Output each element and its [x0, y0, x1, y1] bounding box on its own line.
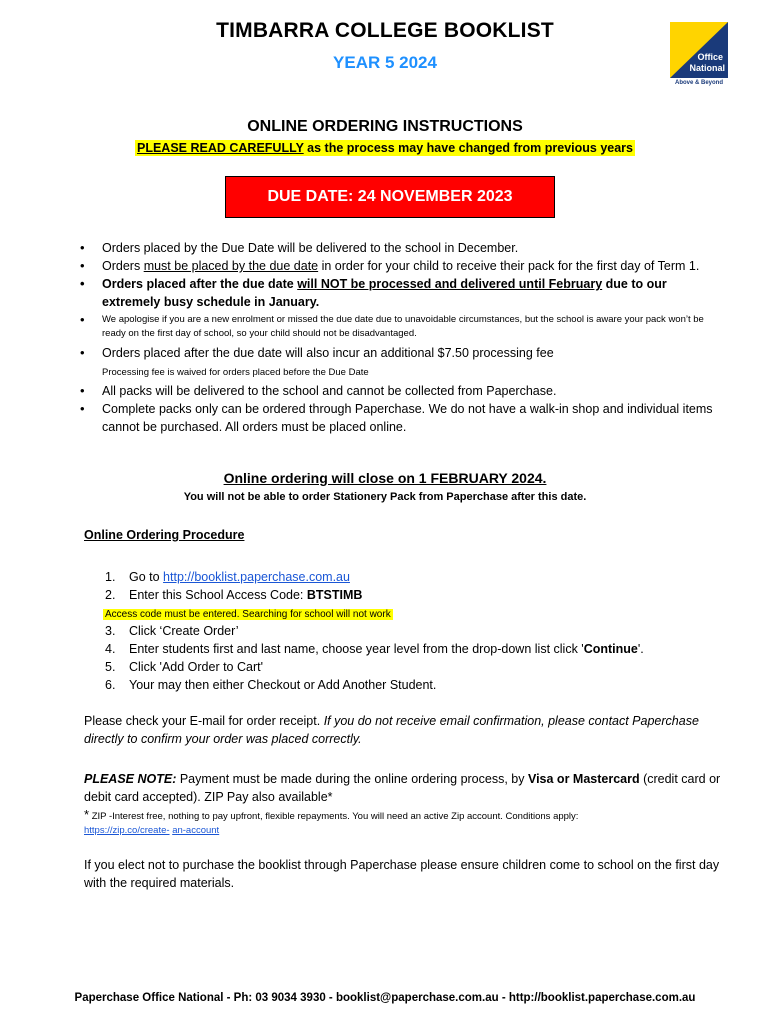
zip-link-continued[interactable]: an-account	[172, 825, 220, 836]
payment-text: Payment must be made during the online ordering process, by	[176, 772, 528, 786]
access-code: BTSTIMB	[306, 588, 363, 602]
email-text: Please check your E-mail for order receipt.	[84, 714, 324, 728]
please-note-label: PLEASE NOTE:	[84, 772, 177, 786]
step-number: 3.	[105, 624, 116, 638]
card-types: Visa or Mastercard	[527, 772, 640, 786]
step-3	[105, 622, 745, 640]
step-number: 1.	[105, 570, 116, 584]
step-text: Go to	[129, 570, 164, 584]
bullet-text: All packs will be delivered to the school and cannot be collected from Paperchase.	[102, 384, 557, 398]
step-number: 6.	[105, 678, 116, 692]
elect-paragraph: If you elect not to purchase the booklist through Paperchase please ensure children come to school on the first day with the required materials.	[84, 858, 720, 890]
read-carefully-rest: as the process may have changed from previous years	[303, 141, 633, 155]
step-6	[105, 676, 745, 694]
highlighted-notice	[135, 140, 635, 156]
procedure-title: Online Ordering Procedure	[84, 528, 245, 542]
step-text: Your may then either Checkout or Add Another Student.	[129, 678, 437, 692]
bullet-text: in order for your child to receive their pack for the first day of Term 1.	[318, 259, 700, 273]
bullet-text: Orders placed after the due date will also incur an additional $7.50 processing fee	[102, 346, 554, 360]
booklist-link[interactable]: http://booklist.paperchase.com.au	[163, 570, 350, 584]
office-national-logo	[670, 22, 728, 78]
step-5	[105, 658, 745, 676]
list-item	[78, 275, 718, 311]
logo-text-national: National	[689, 63, 725, 73]
list-item	[78, 313, 718, 341]
bullet-text: Orders placed by the Due Date will be delivered to the school in December.	[102, 241, 519, 255]
list-item	[78, 257, 718, 275]
payment-paragraph	[84, 770, 734, 838]
step-text: Click 'Add Order to Cart'	[129, 660, 263, 674]
list-item	[78, 239, 718, 257]
bullet-text: Complete packs only can be ordered through Paperchase. We do not have a walk-in shop and individual items cannot be purchased. All orders must be placed online.	[102, 402, 713, 434]
email-paragraph	[84, 712, 734, 748]
step-text: Enter students first and last name, choose year level from the drop-down list click '	[129, 642, 584, 656]
continue-label: Continue	[583, 642, 638, 656]
procedure-steps	[105, 568, 745, 694]
bullet-underlined: will NOT be processed and delivered until February	[297, 277, 603, 291]
instructions-heading: ONLINE ORDERING INSTRUCTIONS	[247, 118, 523, 135]
step-text: Enter this School Access Code:	[129, 588, 307, 602]
zip-note	[84, 808, 734, 838]
bullet-underlined: must be placed by the due date	[143, 259, 319, 273]
closing-subtext: You will not be able to order Stationery Pack from Paperchase after this date.	[183, 491, 587, 503]
read-carefully-underlined: PLEASE READ CAREFULLY	[136, 141, 304, 155]
bullet-subtext: Processing fee is waived for orders placed before the Due Date	[102, 367, 369, 378]
bullet-text: due to our extremely busy schedule in January.	[102, 277, 667, 309]
bullet-text: Orders	[102, 259, 144, 273]
zip-link[interactable]: https://zip.co/create-	[84, 825, 170, 836]
step-number: 2.	[105, 588, 116, 602]
step-number: 4.	[105, 642, 116, 656]
zip-text: ZIP -Interest free, nothing to pay upfront, flexible repayments. You will need an active Zip account. Conditions apply:	[89, 811, 579, 822]
list-item	[78, 344, 718, 380]
step-text: '.	[637, 642, 644, 656]
closing-heading: Online ordering will close on 1 FEBRUARY 2024.	[223, 470, 547, 486]
zip-asterisk: *	[84, 807, 90, 822]
footer-contact: Paperchase Office National - Ph: 03 9034 3930 - booklist@paperchase.com.au - http://booklist.paperchase.com.au	[74, 992, 696, 1004]
access-code-note: Access code must be entered. Searching for school will not work	[105, 609, 391, 620]
step-4	[105, 640, 745, 658]
step-text: Click ‘Create Order’	[129, 624, 239, 638]
list-item	[78, 382, 718, 400]
payment-text: (credit card or debit card accepted). ZIP Pay also available*	[84, 772, 721, 804]
logo-tagline: Above & Beyond	[674, 80, 723, 86]
due-date-banner: DUE DATE: 24 NOVEMBER 2023	[225, 176, 555, 218]
logo-graphic	[670, 22, 728, 78]
logo-text-office: Office	[697, 52, 723, 62]
step-number: 5.	[105, 660, 116, 674]
year-subtitle: YEAR 5 2024	[333, 53, 437, 72]
step-1	[105, 568, 745, 586]
bullet-text: We apologise if you are a new enrolment or missed the due date due to unavoidable circumstances, but the school is aware your pack won’t be ready on the first day of school, so your child should not be disadvantaged.	[102, 314, 704, 339]
bullet-text: Orders placed after the due date	[102, 277, 298, 291]
page-title: TIMBARRA COLLEGE BOOKLIST	[216, 19, 554, 42]
list-item	[78, 400, 718, 436]
bullet-list	[78, 239, 718, 436]
access-code-note-row	[105, 604, 745, 622]
step-2	[105, 586, 745, 604]
read-carefully-notice	[0, 141, 770, 155]
email-italic-text: If you do not receive email confirmation, please contact Paperchase directly to confirm your order was placed correctly.	[84, 714, 699, 746]
